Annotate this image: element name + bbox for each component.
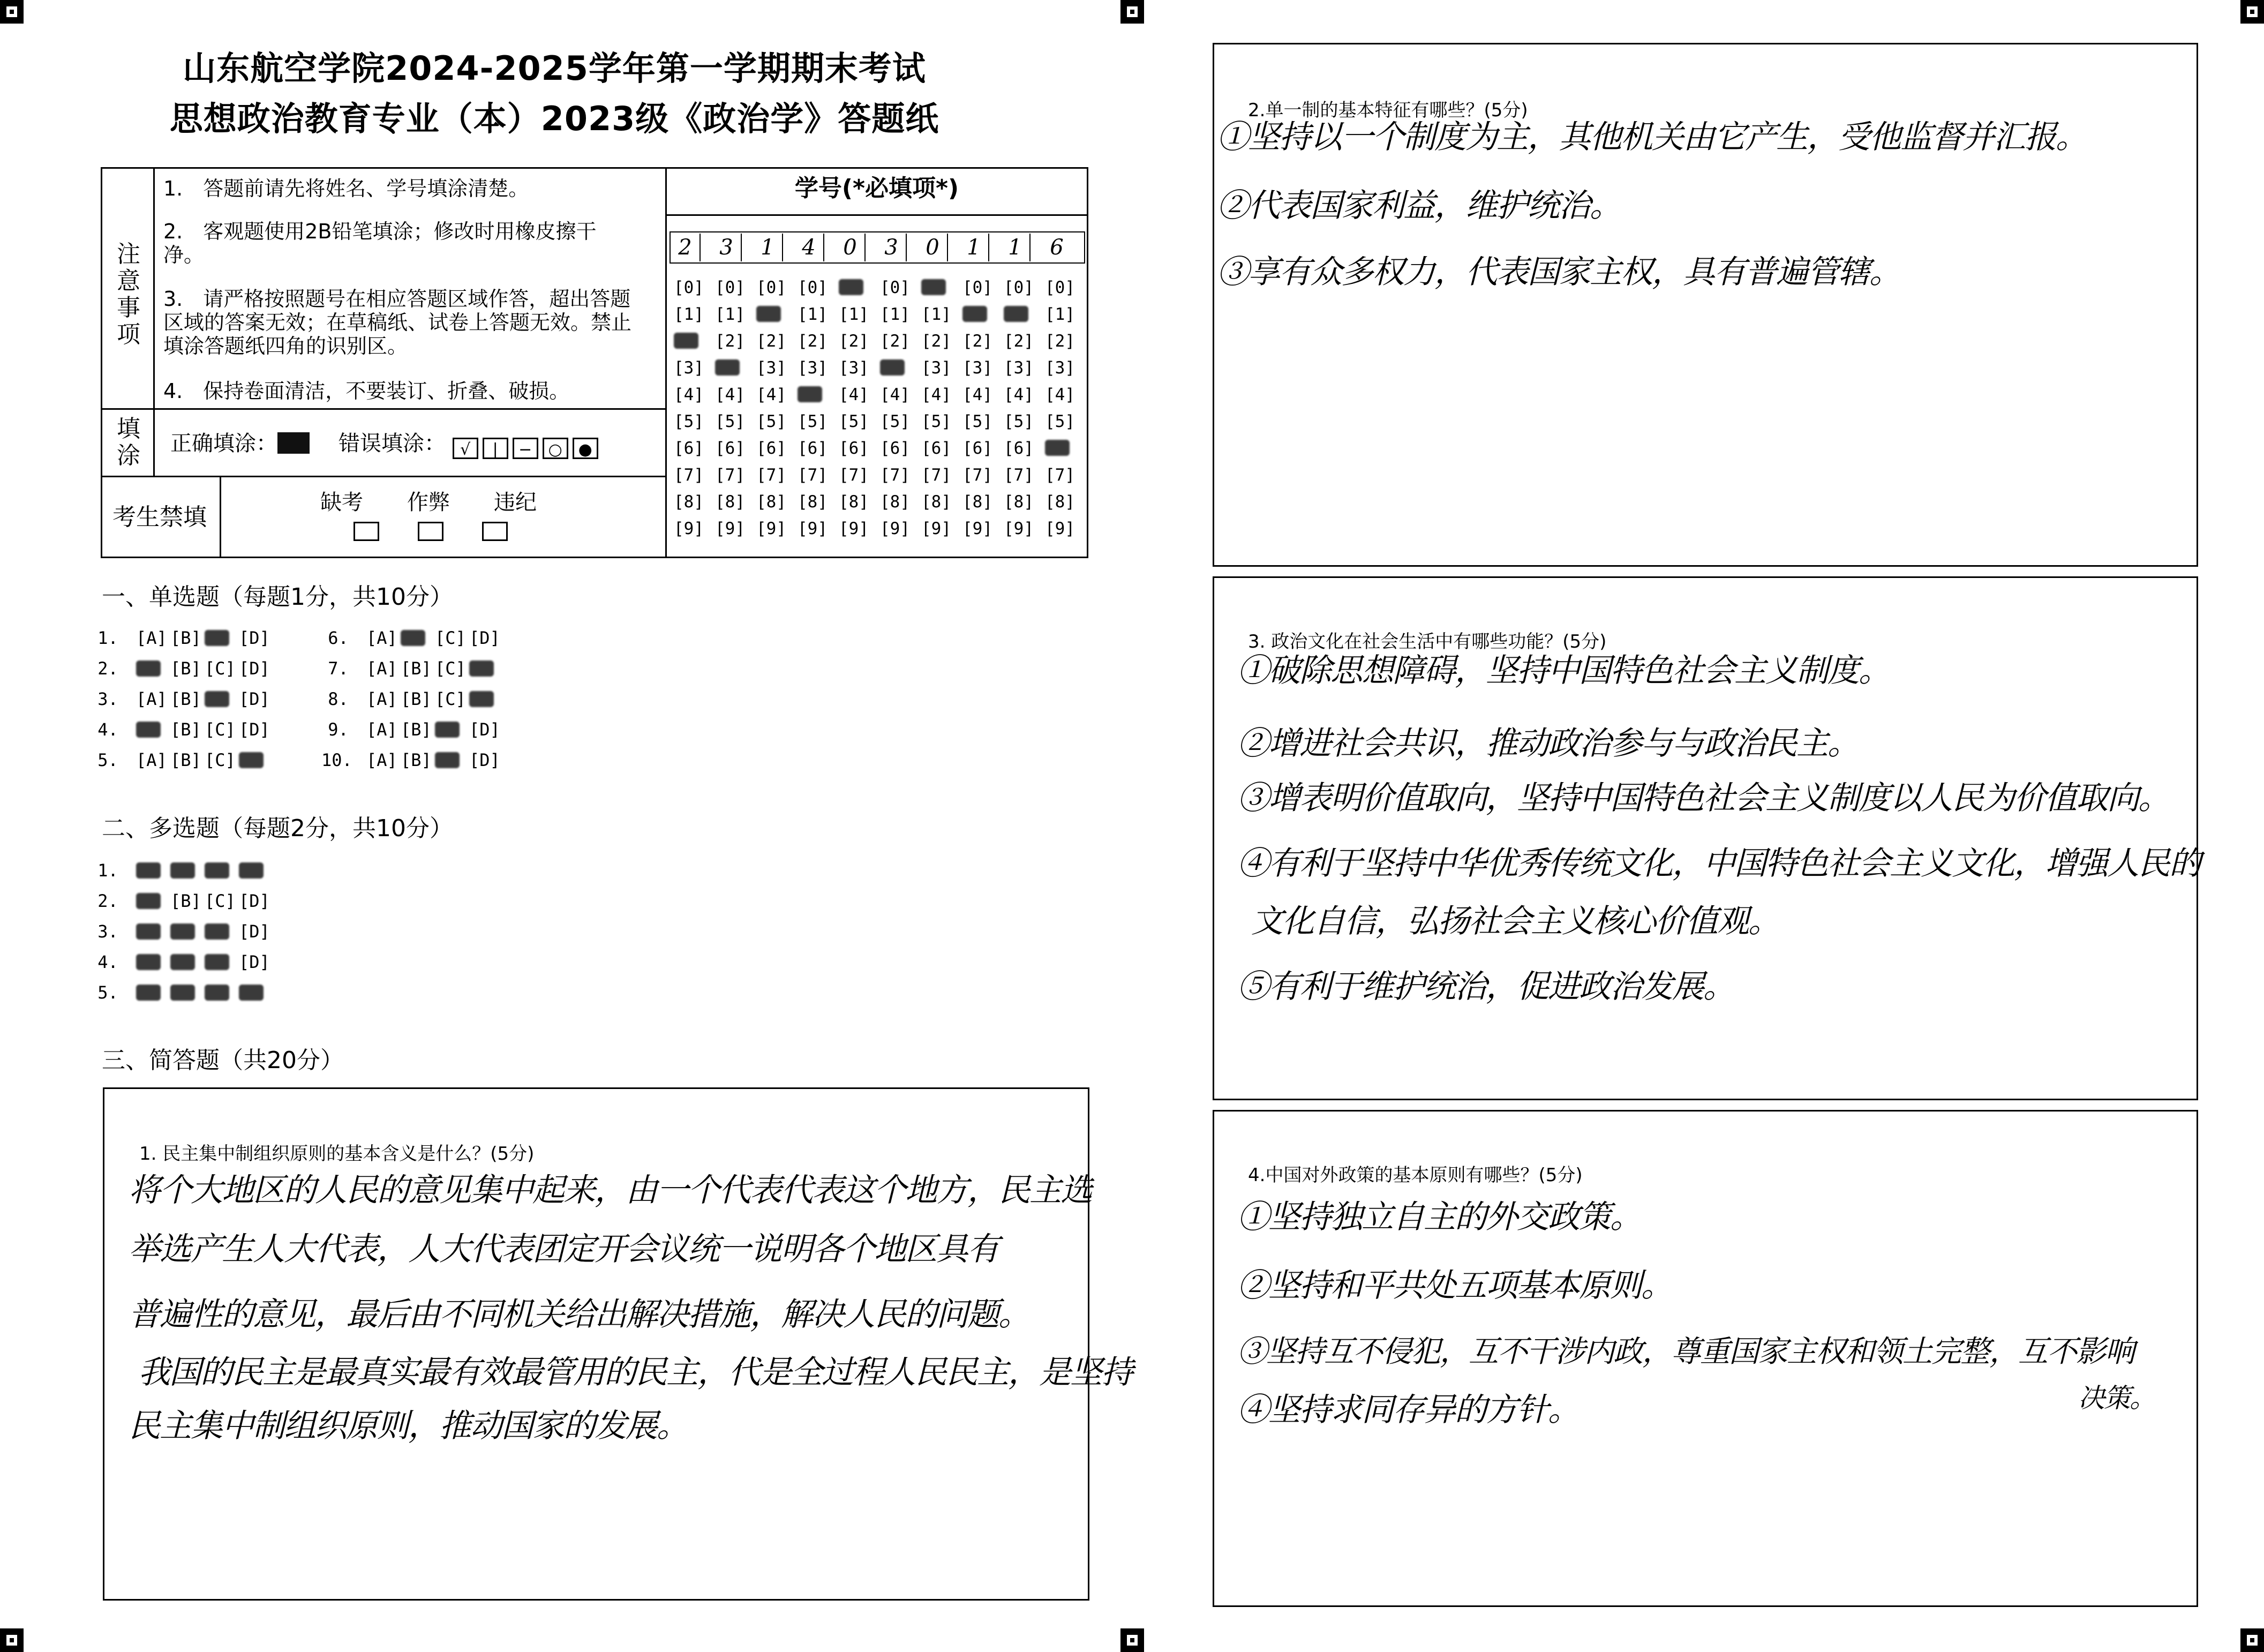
- id-bubble[interactable]: [7]: [674, 465, 704, 485]
- choice-bubble[interactable]: [B]: [170, 719, 201, 740]
- q4-answer-line-3b: 决策。: [2078, 1383, 2155, 1414]
- id-bubble[interactable]: [6]: [921, 439, 951, 458]
- id-bubble[interactable]: [9]: [674, 519, 704, 538]
- fill-label: 填涂: [117, 415, 140, 469]
- id-bubble[interactable]: [5]: [1004, 412, 1034, 431]
- choice-bubble[interactable]: [D]: [239, 891, 270, 911]
- id-bubble-row: [674, 489, 1086, 515]
- q4-answer-line-3: ③坚持互不侵犯，互不干涉内政，尊重国家主权和领土完整，互不影响: [1237, 1334, 2134, 1369]
- choice-bubble[interactable]: [136, 891, 170, 911]
- choice-row: [321, 658, 503, 679]
- choice-bubble[interactable]: [C]: [205, 891, 236, 911]
- choice-bubble[interactable]: [D]: [239, 628, 270, 648]
- q1-answer-line-1: 将个大地区的人民的意见集中起来，由一个代表代表这个地方，民主选: [129, 1172, 1092, 1209]
- id-bubble[interactable]: [7]: [1045, 465, 1075, 485]
- choice-row: [321, 689, 503, 709]
- choice-bubble[interactable]: [469, 658, 503, 679]
- id-bubble[interactable]: [4]: [921, 385, 951, 404]
- id-bubble[interactable]: [8]: [962, 492, 992, 512]
- choice-bubble[interactable]: [A]: [366, 658, 397, 679]
- id-bubble[interactable]: [8]: [921, 492, 951, 512]
- id-bubble-row: [674, 274, 1086, 301]
- id-bubble[interactable]: [1]: [715, 305, 745, 324]
- id-bubble-row: [674, 355, 1086, 381]
- id-bubble[interactable]: [6]: [1004, 439, 1034, 458]
- id-bubble[interactable]: [6]: [962, 439, 992, 458]
- id-bubble[interactable]: [6]: [756, 439, 786, 458]
- id-bubble[interactable]: [0]: [1045, 278, 1075, 297]
- id-bubble[interactable]: [7]: [756, 465, 786, 485]
- id-bubble[interactable]: [3]: [1045, 358, 1075, 378]
- notice-item-2: 2. 客观题使用2B铅笔填涂；修改时用橡皮擦干净。: [163, 220, 597, 267]
- notice-item-4: 4. 保持卷面清洁，不要装订、折叠、破损。: [163, 379, 570, 403]
- choice-number: 1.: [97, 860, 129, 881]
- forbidden-label: 考生禁填: [112, 504, 207, 531]
- choice-bubble[interactable]: [435, 719, 469, 740]
- corner-mark-bottom-center: [1120, 1628, 1144, 1652]
- choice-row: [91, 750, 273, 770]
- id-bubble[interactable]: [1004, 301, 1045, 328]
- id-bubble[interactable]: [1]: [839, 305, 869, 324]
- choice-bubble[interactable]: [D]: [239, 658, 270, 679]
- id-bubble[interactable]: [7]: [921, 465, 951, 485]
- id-bubble[interactable]: [4]: [756, 385, 786, 404]
- choice-row: [91, 982, 273, 1003]
- id-bubble[interactable]: [7]: [962, 465, 992, 485]
- correct-fill-example: 正确填涂：: [170, 432, 310, 455]
- choice-bubble[interactable]: [170, 860, 205, 881]
- choice-bubble[interactable]: [136, 952, 170, 972]
- q1-answer-line-4: 我国的民主是最真实最有效最管用的民主，代是全过程人民民主，是坚持: [138, 1354, 1132, 1391]
- choice-row: [91, 891, 273, 911]
- choice-number: 7.: [328, 658, 359, 679]
- choice-number: 10.: [321, 750, 363, 770]
- choice-bubble[interactable]: [D]: [239, 921, 270, 942]
- id-bubble[interactable]: [756, 301, 798, 328]
- id-bubble[interactable]: [921, 274, 962, 301]
- choice-bubble[interactable]: [170, 952, 205, 972]
- choice-bubble[interactable]: [136, 658, 170, 679]
- choice-bubble[interactable]: [A]: [136, 689, 167, 709]
- id-bubble[interactable]: [3]: [839, 358, 869, 378]
- id-bubble[interactable]: [9]: [1004, 519, 1034, 538]
- id-bubble[interactable]: [8]: [839, 492, 869, 512]
- id-bubble[interactable]: [9]: [715, 519, 745, 538]
- choice-row: [91, 860, 273, 881]
- id-bubble-row: [674, 381, 1086, 408]
- id-bubble[interactable]: [3]: [674, 358, 704, 378]
- id-bubble[interactable]: [1]: [674, 305, 704, 324]
- choice-number: 3.: [97, 689, 129, 709]
- choice-bubble[interactable]: [D]: [239, 719, 270, 740]
- choice-bubble[interactable]: [435, 750, 469, 770]
- choice-row: [91, 628, 273, 648]
- notice-item-1: 1. 答题前请先将姓名、学号填涂清楚。: [163, 177, 529, 200]
- wrong-fill-examples: 错误填涂： √ | − ○ ●: [339, 432, 603, 459]
- id-bubble[interactable]: [0]: [674, 278, 704, 297]
- id-bubble[interactable]: [9]: [1045, 519, 1075, 538]
- choice-bubble[interactable]: [D]: [239, 952, 270, 972]
- choice-number: 3.: [97, 921, 129, 942]
- id-bubble[interactable]: [8]: [880, 492, 910, 512]
- corner-mark-bottom-left: [0, 1628, 24, 1652]
- id-bubble[interactable]: [9]: [880, 519, 910, 538]
- q3-answer-line-2: ②增进社会共识，推动政治参与与政治民主。: [1237, 725, 1859, 762]
- choice-bubble[interactable]: [B]: [170, 689, 201, 709]
- choice-bubble[interactable]: [A]: [136, 750, 167, 770]
- id-digit: 0: [918, 234, 948, 261]
- id-digit: 1: [1001, 234, 1031, 261]
- absent-label: 缺考: [320, 490, 363, 515]
- violation-label: 违纪: [494, 490, 537, 515]
- id-bubble[interactable]: [674, 328, 715, 355]
- id-bubble[interactable]: [5]: [839, 412, 869, 431]
- q4-answer-line-4: ④坚持求同存异的方针。: [1237, 1391, 1579, 1429]
- id-bubble[interactable]: [8]: [756, 492, 786, 512]
- choice-number: 1.: [97, 628, 129, 648]
- choice-number: 6.: [328, 628, 359, 648]
- q4-answer-line-1: ①坚持独立自主的外交政策。: [1237, 1198, 1641, 1236]
- id-digit: 3: [877, 234, 907, 261]
- id-bubble[interactable]: [1]: [880, 305, 910, 324]
- id-bubble[interactable]: [798, 381, 839, 408]
- q4-answer-line-2: ②坚持和平共处五项基本原则。: [1237, 1267, 1672, 1304]
- q3-answer-line-3: ③增表明价值取向，坚持中国特色社会主义制度以人民为价值取向。: [1237, 779, 2169, 817]
- id-bubble[interactable]: [3]: [962, 358, 992, 378]
- id-bubble[interactable]: [1]: [921, 305, 951, 324]
- id-bubble[interactable]: [5]: [962, 412, 992, 431]
- student-id-label: 学号(*必填项*): [794, 175, 959, 202]
- id-bubble[interactable]: [8]: [1004, 492, 1034, 512]
- choice-bubble[interactable]: [469, 689, 503, 709]
- q3-answer-line-4: ④有利于坚持中华优秀传统文化，中国特色社会主义文化，增强人民的: [1237, 845, 2200, 882]
- id-bubble[interactable]: [0]: [715, 278, 745, 297]
- id-bubble[interactable]: [6]: [880, 439, 910, 458]
- id-bubble[interactable]: [1]: [1045, 305, 1075, 324]
- choice-number: 8.: [328, 689, 359, 709]
- choice-bubble[interactable]: [205, 689, 239, 709]
- id-bubble[interactable]: [0]: [756, 278, 786, 297]
- absent-checkbox[interactable]: [353, 522, 379, 541]
- q1-answer-line-2: 举选产生人大代表，人大代表团定开会议统一说明各个地区具有: [129, 1230, 998, 1268]
- id-bubble[interactable]: [2]: [798, 332, 828, 351]
- choice-bubble[interactable]: [B]: [401, 719, 432, 740]
- choice-number: 2.: [97, 891, 129, 911]
- choice-bubble[interactable]: [170, 982, 205, 1003]
- choice-bubble[interactable]: [239, 982, 273, 1003]
- id-bubble[interactable]: [5]: [921, 412, 951, 431]
- q3-answer-line-1: ①破除思想障碍，坚持中国特色社会主义制度。: [1237, 652, 1890, 689]
- choice-row: [91, 658, 273, 679]
- id-bubble[interactable]: [3]: [798, 358, 828, 378]
- q4-prompt: 4.中国对外政策的基本原则有哪些？(5分): [1248, 1165, 1583, 1186]
- choice-bubble[interactable]: [D]: [469, 719, 500, 740]
- id-bubble[interactable]: [0]: [1004, 278, 1034, 297]
- id-bubble[interactable]: [0]: [962, 278, 992, 297]
- id-bubble[interactable]: [9]: [756, 519, 786, 538]
- choice-bubble[interactable]: [239, 750, 273, 770]
- q2-prompt: 2.单一制的基本特征有哪些？(5分): [1248, 100, 1528, 121]
- id-bubble[interactable]: [5]: [756, 412, 786, 431]
- choice-bubble[interactable]: [239, 860, 273, 881]
- choice-row: [321, 628, 503, 648]
- q1-answer-line-5: 民主集中制组织原则，推动国家的发展。: [129, 1407, 688, 1445]
- choice-bubble[interactable]: [B]: [170, 628, 201, 648]
- choice-bubble[interactable]: [C]: [205, 750, 236, 770]
- id-bubble[interactable]: [4]: [1004, 385, 1034, 404]
- choice-bubble[interactable]: [B]: [401, 658, 432, 679]
- choice-bubble[interactable]: [A]: [366, 628, 397, 648]
- choice-bubble[interactable]: [A]: [366, 750, 397, 770]
- q2-answer-line-3: ③享有众多权力，代表国家主权，具有普遍管辖。: [1217, 253, 1900, 291]
- q3-answer-line-5: 文化自信，弘扬社会主义核心价值观。: [1251, 903, 1779, 940]
- section-single-title: 一、单选题（每题1分，共10分）: [102, 583, 453, 611]
- id-digit: 4: [794, 234, 824, 261]
- choice-bubble[interactable]: [C]: [435, 658, 466, 679]
- id-digit: 0: [836, 234, 866, 261]
- id-bubble[interactable]: [7]: [1004, 465, 1034, 485]
- id-bubble-row: [674, 515, 1086, 542]
- q2-answer-line-1: ①坚持以一个制度为主，其他机关由它产生，受他监督并汇报。: [1217, 118, 2087, 156]
- id-bubble[interactable]: [2]: [715, 332, 745, 351]
- id-bubble[interactable]: [0]: [798, 278, 828, 297]
- id-bubble[interactable]: [880, 355, 921, 381]
- id-bubble[interactable]: [1]: [798, 305, 828, 324]
- exam-title: 山东航空学院2024-2025学年第一学期期末考试: [183, 49, 926, 88]
- choice-bubble[interactable]: [D]: [469, 628, 500, 648]
- choice-bubble[interactable]: [A]: [366, 719, 397, 740]
- q2-answer-line-2: ②代表国家利益，维护统治。: [1217, 187, 1621, 224]
- id-bubble[interactable]: [1045, 435, 1086, 462]
- answer-sheet-title: 思想政治教育专业（本）2023级《政治学》答题纸: [169, 99, 939, 138]
- corner-mark-top-left: [0, 0, 24, 24]
- choice-bubble[interactable]: [136, 860, 170, 881]
- choice-row: [321, 719, 503, 740]
- id-bubble[interactable]: [715, 355, 756, 381]
- id-bubble[interactable]: [5]: [798, 412, 828, 431]
- choice-row: [91, 689, 273, 709]
- choice-bubble[interactable]: [205, 860, 239, 881]
- id-bubble[interactable]: [2]: [756, 332, 786, 351]
- id-bubble-row: [674, 301, 1086, 328]
- id-bubble[interactable]: [5]: [880, 412, 910, 431]
- choice-bubble[interactable]: [170, 921, 205, 942]
- section-short-title: 三、简答题（共20分）: [102, 1047, 344, 1074]
- id-bubble[interactable]: [4]: [839, 385, 869, 404]
- id-bubble[interactable]: [3]: [1004, 358, 1034, 378]
- choice-number: 2.: [97, 658, 129, 679]
- id-digit: 2: [671, 234, 701, 261]
- choice-bubble[interactable]: [136, 921, 170, 942]
- id-bubble[interactable]: [2]: [839, 332, 869, 351]
- id-bubble[interactable]: [0]: [880, 278, 910, 297]
- cheating-label: 作弊: [407, 490, 450, 515]
- id-bubble[interactable]: [2]: [1004, 332, 1034, 351]
- id-bubble[interactable]: [8]: [1045, 492, 1075, 512]
- choice-bubble[interactable]: [B]: [401, 689, 432, 709]
- choice-bubble[interactable]: [C]: [205, 719, 236, 740]
- choice-bubble[interactable]: [136, 982, 170, 1003]
- choice-bubble[interactable]: [C]: [435, 689, 466, 709]
- id-digit: 1: [753, 234, 783, 261]
- q3-prompt: 3. 政治文化在社会生活中有哪些功能？(5分): [1248, 631, 1607, 652]
- id-digit: 3: [712, 234, 742, 261]
- choice-number: 9.: [328, 719, 359, 740]
- choice-bubble[interactable]: [B]: [170, 658, 201, 679]
- choice-row: [321, 750, 503, 770]
- id-bubble[interactable]: [4]: [674, 385, 704, 404]
- id-bubble[interactable]: [5]: [715, 412, 745, 431]
- q3-answer-line-6: ⑤有利于维护统治，促进政治发展。: [1237, 968, 1734, 1005]
- choice-bubble[interactable]: [401, 628, 435, 648]
- choice-bubble[interactable]: [C]: [205, 658, 236, 679]
- id-bubble[interactable]: [8]: [715, 492, 745, 512]
- id-digit: 6: [1050, 235, 1064, 260]
- id-bubble[interactable]: [6]: [674, 439, 704, 458]
- id-bubble[interactable]: [3]: [921, 358, 951, 378]
- id-bubble[interactable]: [3]: [756, 358, 786, 378]
- corner-mark-top-center: [1120, 0, 1144, 24]
- choice-bubble[interactable]: [D]: [469, 750, 500, 770]
- id-bubble[interactable]: [2]: [880, 332, 910, 351]
- choice-bubble[interactable]: [D]: [239, 689, 270, 709]
- choice-bubble[interactable]: [A]: [136, 628, 167, 648]
- choice-bubble[interactable]: [205, 628, 239, 648]
- id-bubble[interactable]: [9]: [962, 519, 992, 538]
- choice-number: 5.: [97, 982, 129, 1003]
- id-bubble[interactable]: [839, 274, 880, 301]
- choice-bubble[interactable]: [205, 952, 239, 972]
- id-bubble[interactable]: [962, 301, 1004, 328]
- id-bubble[interactable]: [9]: [798, 519, 828, 538]
- choice-bubble[interactable]: [B]: [170, 891, 201, 911]
- choice-bubble[interactable]: [A]: [366, 689, 397, 709]
- choice-number: 5.: [97, 750, 129, 770]
- choice-row: [91, 952, 273, 972]
- id-bubble[interactable]: [7]: [715, 465, 745, 485]
- choice-number: 4.: [97, 719, 129, 740]
- id-bubble[interactable]: [7]: [798, 465, 828, 485]
- id-bubble[interactable]: [9]: [839, 519, 869, 538]
- id-bubble[interactable]: [4]: [1045, 385, 1075, 404]
- id-bubble-row: [674, 408, 1086, 435]
- notice-label: 注 意 事 项: [117, 241, 140, 348]
- id-bubble[interactable]: [2]: [962, 332, 992, 351]
- id-bubble[interactable]: [2]: [1045, 332, 1075, 351]
- notice-item-3: 3. 请严格按照题号在相应答题区域作答，超出答题区域的答案无效；在草稿纸、试卷上答题无效。禁止填涂答题纸四角的识别区。: [163, 287, 632, 358]
- choice-row: [91, 719, 273, 740]
- id-bubble-row: [674, 462, 1086, 489]
- corner-mark-bottom-right: [2240, 1628, 2264, 1652]
- id-bubble[interactable]: [4]: [962, 385, 992, 404]
- id-bubble[interactable]: [7]: [880, 465, 910, 485]
- section-multi-title: 二、多选题（每题2分，共10分）: [102, 815, 453, 842]
- choice-row: [91, 921, 273, 942]
- q1-answer-line-3: 普遍性的意见，最后由不同机关给出解决措施，解决人民的问题。: [129, 1296, 1029, 1333]
- student-id-bubble-grid[interactable]: [674, 274, 1086, 542]
- id-bubble[interactable]: [5]: [1045, 412, 1075, 431]
- choice-bubble[interactable]: [B]: [170, 750, 201, 770]
- id-bubble-row: [674, 328, 1086, 355]
- id-bubble[interactable]: [4]: [715, 385, 745, 404]
- id-bubble-row: [674, 435, 1086, 462]
- corner-mark-top-right: [2240, 0, 2264, 24]
- id-bubble[interactable]: [9]: [921, 519, 951, 538]
- choice-bubble[interactable]: [136, 719, 170, 740]
- choice-bubble[interactable]: [205, 921, 239, 942]
- choice-bubble[interactable]: [205, 982, 239, 1003]
- id-bubble[interactable]: [6]: [839, 439, 869, 458]
- id-digit: 1: [959, 234, 989, 261]
- id-bubble[interactable]: [5]: [674, 412, 704, 431]
- id-bubble[interactable]: [8]: [798, 492, 828, 512]
- q1-prompt: 1. 民主集中制组织原则的基本含义是什么？(5分): [139, 1143, 535, 1165]
- choice-bubble[interactable]: [B]: [401, 750, 432, 770]
- id-bubble[interactable]: [7]: [839, 465, 869, 485]
- id-bubble[interactable]: [8]: [674, 492, 704, 512]
- id-bubble[interactable]: [6]: [715, 439, 745, 458]
- cheating-checkbox[interactable]: [418, 522, 443, 541]
- id-bubble[interactable]: [2]: [921, 332, 951, 351]
- id-bubble[interactable]: [4]: [880, 385, 910, 404]
- id-bubble[interactable]: [6]: [798, 439, 828, 458]
- violation-checkbox[interactable]: [482, 522, 508, 541]
- choice-number: 4.: [97, 952, 129, 972]
- choice-bubble[interactable]: [C]: [435, 628, 466, 648]
